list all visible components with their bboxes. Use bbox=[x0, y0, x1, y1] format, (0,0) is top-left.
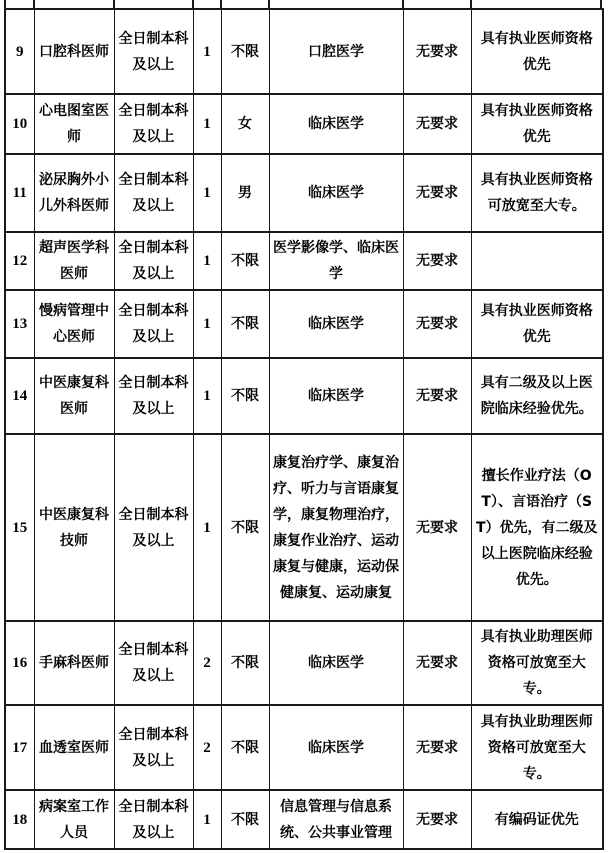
notes-cell: 具有执业助理医师资格可放宽至大专。 bbox=[471, 705, 603, 790]
position-cell: 口腔科医师 bbox=[34, 9, 114, 94]
requirement-cell: 无要求 bbox=[403, 94, 471, 154]
education-cell: 全日制本科及以上 bbox=[114, 232, 193, 290]
position-cell: 血透室医师 bbox=[34, 705, 114, 790]
major-cell: 信息管理与信息系统、公共事业管理 bbox=[269, 790, 403, 849]
row-number-cell: 13 bbox=[5, 290, 34, 358]
position-cell: 慢病管理中心医师 bbox=[34, 290, 114, 358]
major-cell: 口腔医学 bbox=[269, 9, 403, 94]
headcount-cell: 2 bbox=[193, 621, 221, 705]
position-cell: 超声医学科医师 bbox=[34, 232, 114, 290]
row-number-cell: 12 bbox=[5, 232, 34, 290]
notes-cell: 具有二级及以上医院临床经验优先。 bbox=[471, 358, 603, 434]
gender-cell: 不限 bbox=[221, 232, 269, 290]
notes-cell: 具有执业助理医师资格可放宽至大专。 bbox=[471, 621, 603, 705]
education-cell: 全日制本科及以上 bbox=[114, 9, 193, 94]
table-row bbox=[5, 621, 603, 705]
education-cell: 全日制本科及以上 bbox=[114, 790, 193, 849]
major-cell: 康复治疗学、康复治疗、听力与言语康复学，康复物理治疗，康复作业治疗、运动康复与健康，运动保健康复、运动康复 bbox=[269, 434, 403, 621]
row-number-cell: 10 bbox=[5, 94, 34, 154]
gender-cell: 男 bbox=[221, 154, 269, 232]
requirement-cell: 无要求 bbox=[403, 358, 471, 434]
row-number-cell: 14 bbox=[5, 358, 34, 434]
requirement-cell: 无要求 bbox=[403, 9, 471, 94]
gender-cell: 不限 bbox=[221, 290, 269, 358]
recruitment-positions-table bbox=[4, 8, 604, 850]
table-row bbox=[5, 358, 603, 434]
major-cell: 临床医学 bbox=[269, 705, 403, 790]
gender-cell: 不限 bbox=[221, 705, 269, 790]
notes-cell bbox=[471, 232, 603, 290]
requirement-cell: 无要求 bbox=[403, 232, 471, 290]
headcount-cell: 1 bbox=[193, 232, 221, 290]
notes-cell: 有编码证优先 bbox=[471, 790, 603, 849]
position-cell: 中医康复科医师 bbox=[34, 358, 114, 434]
table-row bbox=[5, 434, 603, 621]
notes-cell: 具有执业医师资格优先 bbox=[471, 94, 603, 154]
headcount-cell: 1 bbox=[193, 154, 221, 232]
position-cell: 病案室工作人员 bbox=[34, 790, 114, 849]
education-cell: 全日制本科及以上 bbox=[114, 94, 193, 154]
table-body bbox=[5, 9, 603, 849]
table-row bbox=[5, 790, 603, 849]
headcount-cell: 2 bbox=[193, 705, 221, 790]
education-cell: 全日制本科及以上 bbox=[114, 705, 193, 790]
notes-cell: 具有执业医师资格可放宽至大专。 bbox=[471, 154, 603, 232]
row-number-cell: 9 bbox=[5, 9, 34, 94]
table-row bbox=[5, 705, 603, 790]
table-row bbox=[5, 9, 603, 94]
requirement-cell: 无要求 bbox=[403, 621, 471, 705]
row-number-cell: 16 bbox=[5, 621, 34, 705]
major-cell: 临床医学 bbox=[269, 621, 403, 705]
gender-cell: 不限 bbox=[221, 621, 269, 705]
major-cell: 临床医学 bbox=[269, 94, 403, 154]
position-cell: 手麻科医师 bbox=[34, 621, 114, 705]
education-cell: 全日制本科及以上 bbox=[114, 358, 193, 434]
table-row bbox=[5, 154, 603, 232]
gender-cell: 女 bbox=[221, 94, 269, 154]
position-cell: 心电图室医师 bbox=[34, 94, 114, 154]
headcount-cell: 1 bbox=[193, 9, 221, 94]
headcount-cell: 1 bbox=[193, 94, 221, 154]
education-cell: 全日制本科及以上 bbox=[114, 290, 193, 358]
table-row bbox=[5, 94, 603, 154]
requirement-cell: 无要求 bbox=[403, 790, 471, 849]
headcount-cell: 1 bbox=[193, 790, 221, 849]
gender-cell: 不限 bbox=[221, 790, 269, 849]
row-number-cell: 11 bbox=[5, 154, 34, 232]
table-row bbox=[5, 290, 603, 358]
position-cell: 泌尿胸外小儿外科医师 bbox=[34, 154, 114, 232]
requirement-cell: 无要求 bbox=[403, 290, 471, 358]
notes-cell: 具有执业医师资格优先 bbox=[471, 9, 603, 94]
headcount-cell: 1 bbox=[193, 358, 221, 434]
requirement-cell: 无要求 bbox=[403, 705, 471, 790]
gender-cell: 不限 bbox=[221, 434, 269, 621]
major-cell: 医学影像学、临床医学 bbox=[269, 232, 403, 290]
position-cell: 中医康复科技师 bbox=[34, 434, 114, 621]
row-number-cell: 17 bbox=[5, 705, 34, 790]
gender-cell: 不限 bbox=[221, 358, 269, 434]
requirement-cell: 无要求 bbox=[403, 154, 471, 232]
major-cell: 临床医学 bbox=[269, 290, 403, 358]
row-number-cell: 18 bbox=[5, 790, 34, 849]
major-cell: 临床医学 bbox=[269, 154, 403, 232]
table-row bbox=[5, 232, 603, 290]
headcount-cell: 1 bbox=[193, 434, 221, 621]
gender-cell: 不限 bbox=[221, 9, 269, 94]
row-number-cell: 15 bbox=[5, 434, 34, 621]
notes-cell: 擅长作业疗法（OT）、言语治疗（ST）优先，有二级及以上医院临床经验优先。 bbox=[471, 434, 603, 621]
requirement-cell: 无要求 bbox=[403, 434, 471, 621]
education-cell: 全日制本科及以上 bbox=[114, 621, 193, 705]
education-cell: 全日制本科及以上 bbox=[114, 154, 193, 232]
notes-cell: 具有执业医师资格优先 bbox=[471, 290, 603, 358]
education-cell: 全日制本科及以上 bbox=[114, 434, 193, 621]
headcount-cell: 1 bbox=[193, 290, 221, 358]
major-cell: 临床医学 bbox=[269, 358, 403, 434]
